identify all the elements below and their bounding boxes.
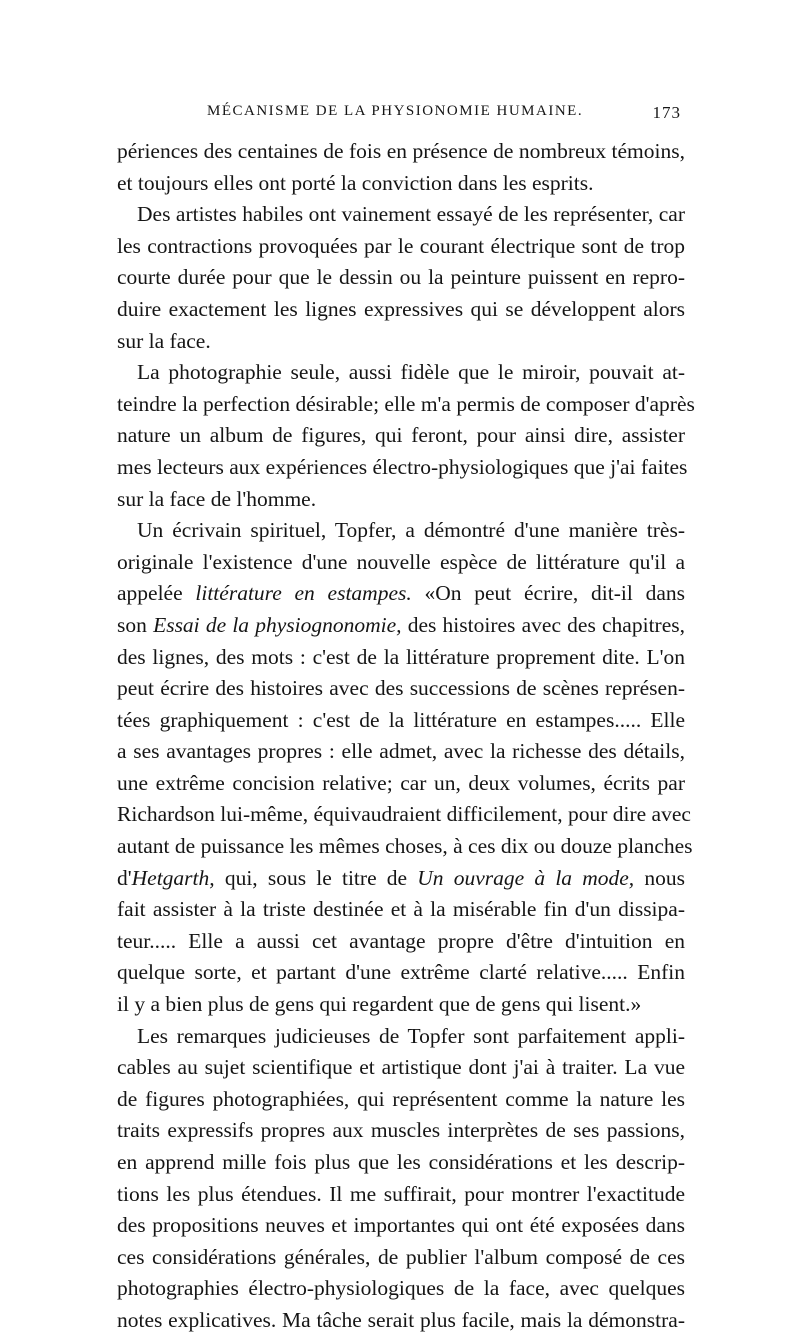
text-line bbox=[117, 926, 685, 958]
page-number: 173 bbox=[652, 103, 681, 122]
text-segment: Les remarques judicieuses de Topfer sont parfaitement appli- bbox=[137, 1023, 685, 1048]
text-segment: autant de puissance les mêmes choses, à ces dix ou douze planches bbox=[117, 834, 693, 859]
text-line bbox=[117, 736, 685, 768]
italic-text: Un ouvrage à la mode, bbox=[417, 865, 635, 890]
text-line bbox=[117, 705, 685, 737]
text-line bbox=[117, 1273, 685, 1305]
text-line bbox=[117, 136, 685, 168]
body-text bbox=[117, 136, 695, 1337]
text-segment: quelque sorte, et partant d'une extrême clarté relative..... Enfin bbox=[117, 960, 685, 985]
text-line bbox=[117, 294, 685, 326]
text-segment: de figures photographiées, qui représentent comme la nature les bbox=[117, 1086, 685, 1111]
text-segment: traits expressifs propres aux muscles interprètes de ses passions, bbox=[117, 1118, 685, 1143]
text-segment: d' bbox=[117, 865, 132, 890]
text-line bbox=[117, 1115, 685, 1147]
text-line bbox=[117, 231, 685, 263]
text-segment: des histoires avec des chapitres, bbox=[401, 612, 685, 637]
text-line bbox=[117, 168, 685, 200]
italic-text: Essai de la physiognonomie, bbox=[153, 612, 402, 637]
text-segment: périences des centaines de fois en présence de nombreux témoins, bbox=[117, 139, 685, 163]
text-segment: son bbox=[117, 612, 154, 637]
text-segment: une extrême concision relative; car un, deux volumes, écrits par bbox=[117, 770, 685, 795]
text-segment: en apprend mille fois plus que les considérations et les descrip- bbox=[117, 1150, 685, 1174]
text-line bbox=[117, 642, 685, 674]
text-segment: appelée bbox=[117, 581, 196, 606]
text-segment: qui, sous le titre de bbox=[214, 865, 418, 890]
text-segment: tées graphiquement : c'est de la littérature en estampes..... Elle bbox=[117, 707, 685, 732]
text-line bbox=[117, 262, 685, 294]
text-segment: et toujours elles ont porté la conviction dans les esprits. bbox=[117, 170, 594, 195]
text-line bbox=[117, 326, 685, 358]
text-line bbox=[117, 799, 691, 831]
text-line bbox=[117, 389, 695, 421]
text-line bbox=[117, 547, 685, 579]
text-line bbox=[117, 957, 685, 989]
text-segment: sur la face de l'homme. bbox=[117, 486, 317, 511]
text-segment: peut écrire des histoires avec des successions de scènes représen- bbox=[117, 676, 685, 701]
text-line bbox=[117, 1084, 685, 1116]
text-line bbox=[117, 768, 685, 800]
text-segment: «On peut écrire, dit-il dans bbox=[411, 581, 685, 606]
text-line bbox=[117, 1305, 685, 1337]
text-segment: mes lecteurs aux expériences électro-physiologiques que j'ai faites bbox=[117, 454, 688, 479]
text-line bbox=[117, 578, 685, 610]
text-segment: tions les plus étendues. Il me suffirait, pour montrer l'exactitude bbox=[117, 1181, 685, 1206]
text-segment: courte durée pour que le dessin ou la peinture puissent en repro- bbox=[117, 265, 685, 290]
text-line bbox=[117, 863, 685, 895]
text-line bbox=[117, 894, 685, 926]
text-segment: ces considérations générales, de publier l'album composé de ces bbox=[117, 1244, 685, 1269]
text-segment: cables au sujet scientifique et artistique dont j'ai à traiter. La vue bbox=[117, 1055, 685, 1080]
text-line bbox=[117, 1147, 685, 1179]
text-segment: Des artistes habiles ont vainement essayé de les représenter, car bbox=[137, 202, 685, 227]
text-line bbox=[117, 673, 685, 705]
text-line bbox=[117, 989, 685, 1021]
text-line bbox=[117, 420, 685, 452]
text-line bbox=[117, 1021, 685, 1053]
text-segment: duire exactement les lignes expressives qui se développent alors bbox=[117, 296, 685, 321]
text-line bbox=[117, 357, 685, 389]
text-segment: teur..... Elle a aussi cet avantage propre d'être d'intuition en bbox=[117, 928, 685, 953]
text-segment: nous bbox=[634, 865, 685, 890]
text-segment: Richardson lui-même, équivaudraient difficilement, pour dire avec bbox=[117, 802, 691, 827]
text-line bbox=[117, 610, 685, 642]
text-segment: teindre la perfection désirable; elle m'a permis de composer d'après bbox=[117, 391, 695, 416]
text-segment: fait assister à la triste destinée et à la misérable fin d'un dissipa- bbox=[117, 897, 685, 922]
text-line bbox=[117, 515, 685, 547]
text-line bbox=[117, 199, 685, 231]
text-segment: Un écrivain spirituel, Topfer, a démontré d'une manière très- bbox=[137, 518, 685, 543]
text-line bbox=[117, 1242, 685, 1274]
text-segment: La photographie seule, aussi fidèle que le miroir, pouvait at- bbox=[137, 360, 685, 385]
text-segment: les contractions provoquées par le courant électrique sont de trop bbox=[117, 233, 685, 258]
text-segment: notes explicatives. Ma tâche serait plus facile, mais la démonstra- bbox=[117, 1307, 685, 1332]
italic-text: littérature en estampes. bbox=[195, 581, 412, 606]
running-head bbox=[117, 103, 687, 127]
text-line bbox=[117, 452, 688, 484]
text-segment: sur la face. bbox=[117, 328, 211, 353]
text-segment: a ses avantages propres : elle admet, avec la richesse des détails, bbox=[117, 739, 685, 764]
running-head-title: MÉCANISME DE LA PHYSIONOMIE HUMAINE. bbox=[207, 103, 584, 119]
text-segment: il y a bien plus de gens qui regardent que de gens qui lisent.» bbox=[117, 992, 642, 1017]
text-segment: nature un album de figures, qui feront, pour ainsi dire, assister bbox=[117, 423, 685, 448]
text-segment: originale l'existence d'une nouvelle espèce de littérature qu'il a bbox=[117, 549, 685, 574]
text-line bbox=[117, 484, 685, 516]
text-line bbox=[117, 1052, 685, 1084]
text-segment: des propositions neuves et importantes qui ont été exposées dans bbox=[117, 1213, 685, 1238]
text-segment: des lignes, des mots : c'est de la littérature proprement dite. L'on bbox=[117, 644, 685, 669]
text-segment: photographies électro-physiologiques de la face, avec quelques bbox=[117, 1276, 685, 1301]
text-line bbox=[117, 831, 693, 863]
text-line bbox=[117, 1179, 685, 1211]
italic-text: Hetgarth, bbox=[131, 865, 215, 890]
